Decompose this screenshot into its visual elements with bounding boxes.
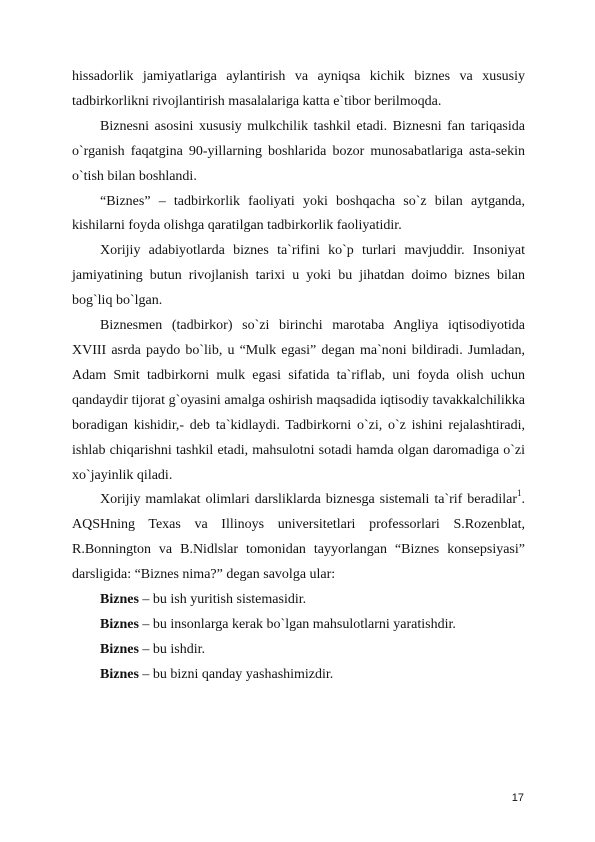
definition-item [72, 638, 525, 663]
paragraph-3: “Biznes” – tadbirkorlik faoliyati yoki boshqacha so`z bilan aytganda, kishilarni foyda olishga qaratilgan tadbirkorlik faoliyatidir. [72, 193, 525, 234]
paragraph-4: Xorijiy adabiyotlarda biznes ta`rifini ko`p turlari mavjuddir. Insoniyat jamiyatining butun rivojlanish tarixi u yoki bu jihatdan doimo biznes bilan bog`liq bo`lgan. [72, 243, 525, 309]
document-page [72, 65, 525, 688]
definition-term: Biznes [100, 592, 139, 608]
definition-text: – bu ishdir. [138, 641, 206, 657]
page-number: 17 [511, 792, 524, 804]
paragraph-2: Biznesni asosini xususiy mulkchilik tashkil etadi. Biznesni fan tariqasida o`rganish faqatgina 90-yillarning boshlarida bozor munosabatlariga asta-sekin o`tish bilan boshlandi. [72, 118, 525, 184]
definition-item [72, 588, 525, 613]
definition-text: – bu bizni qanday yashashimizdir. [138, 666, 334, 682]
paragraph-5: Biznesmen (tadbirkor) so`zi birinchi marotaba Angliya iqtisodiyotida XVIII asrda paydo bo`lib, u “Mulk egasi” degan ma`noni bildiradi. Jumladan, Adam Smit tadbirkorni mulk egasi sifatida ta`riflab, uni foyda olish uchun qandaydir tijorat g`oyasini amalga oshirish maqsadida iqtisodiy tavakkalchilikka boradigan kishidir,- deb ta`kidlaydi. Tadbirkorni o`zi, o`z ishini rejalashtiradi, ishlab chiqarishni tashkil etadi, mahsulotni sotadi hamda olgan daromadiga o`zi xo`jayinlik qiladi. [72, 318, 525, 483]
definition-item [72, 613, 525, 638]
definition-item [72, 663, 525, 688]
definition-term: Biznes [100, 616, 139, 632]
footnote-marker[interactable]: 1 [517, 488, 522, 499]
paragraph-1: hissadorlik jamiyatlariga aylantirish va ayniqsa kichik biznes va xususiy tadbirkorlikni rivojlantirish masalalariga katta e`tibor berilmoqda. [72, 69, 525, 109]
paragraph-footnoted [72, 488, 525, 588]
definition-term: Biznes [100, 666, 139, 682]
paragraph-footnoted-text-a: Xorijiy mamlakat olimlari darsliklarda biznesga sistemali ta`rif beradilar [100, 492, 517, 508]
definition-term: Biznes [100, 641, 139, 657]
definition-text: – bu insonlarga kerak bo`lgan mahsulotlarni yaratishdir. [138, 616, 456, 632]
definition-text: – bu ish yuritish sistemasidir. [138, 592, 307, 608]
paragraph-footnoted-text-b: . AQSHning Texas va Illinoys universitetlari professorlari S.Rozenblat, R.Bonnington va B.Nidlslar tomonidan tayyorlangan “Biznes konsepsiyasi” darsligida: “Biznes nima?” degan savolga ular: [72, 492, 525, 583]
